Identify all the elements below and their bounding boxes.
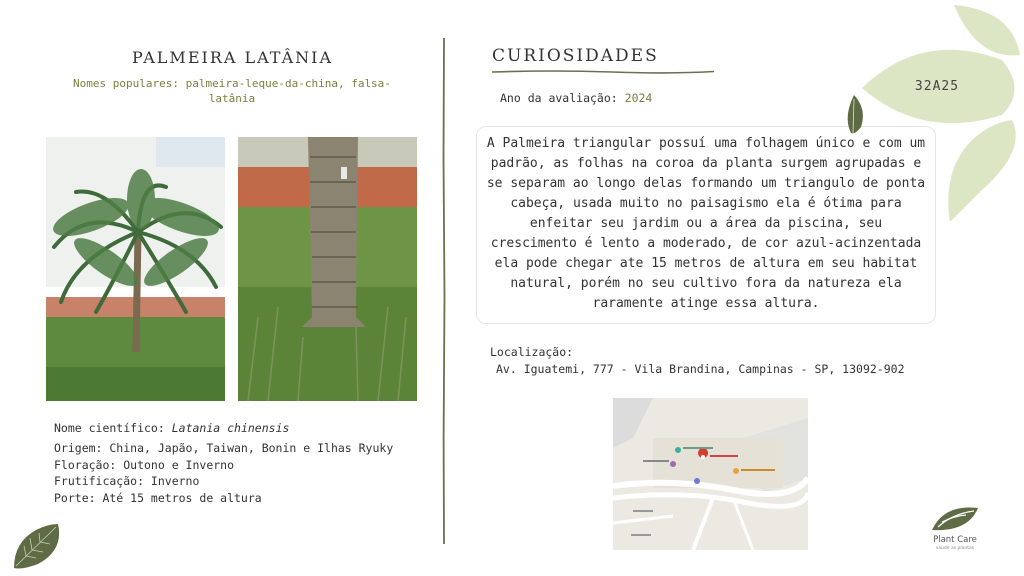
palm-photo-1 <box>46 137 225 401</box>
title-underline <box>492 69 714 74</box>
scientific-name-label: Nome científico: <box>54 421 165 435</box>
origin-row: Origem: China, Japão, Taiwan, Bonin e Ilhas Ryuky <box>54 440 394 455</box>
palm-photo-2 <box>238 137 417 401</box>
year-value: 2024 <box>624 91 653 105</box>
size-row: Porte: Até 15 metros de altura <box>54 491 262 506</box>
fruiting-row: Frutificação: Inverno <box>54 474 200 489</box>
scientific-name-row <box>54 420 414 437</box>
flowering-row: Floração: Outono e Inverno <box>54 457 235 472</box>
leaf-icon <box>862 0 1024 225</box>
location-label: Localização: <box>490 345 574 359</box>
plant-code-badge: 32A25 <box>914 79 960 94</box>
leaf-icon <box>12 522 62 570</box>
plant-title: PALMEIRA LATÂNIA <box>131 48 334 67</box>
plant-info <box>54 420 414 507</box>
location-map[interactable] <box>613 398 808 550</box>
year-label: Ano da avaliação: <box>500 91 618 105</box>
scientific-name: Latania chinensis <box>171 421 290 435</box>
leaf-icon <box>843 95 865 135</box>
popular-names: Nomes populares: palmeira-leque-da-china, falsa-latânia <box>73 77 391 105</box>
logo-name: Plant Care <box>933 535 977 545</box>
location-address: Av. Iguatemi, 777 - Vila Brandina, Campinas - SP, 13092-902 <box>496 362 905 376</box>
column-divider <box>442 38 446 544</box>
description-box: A Palmeira triangular possuí uma folhagem único e com um padrão, as folhas na coroa da planta surgem agrupadas e se separam ao longo delas formando um triangulo de ponta cabeça, usada muito no paisagismo ela é ótima para enfeitar seu jardim ou a área da piscina, seu crescimento é lento a moderado, de cor azul-acinzentada ela pode chegar ate 15 metros de altura em seu habitat natural, porém no seu cultivo fora da natureza ela raramente atinge essa altura. <box>476 126 936 324</box>
curiosities-title: CURIOSIDADES <box>492 46 659 66</box>
logo-tagline: saúde as plantas <box>935 546 975 551</box>
evaluation-year <box>500 91 652 105</box>
